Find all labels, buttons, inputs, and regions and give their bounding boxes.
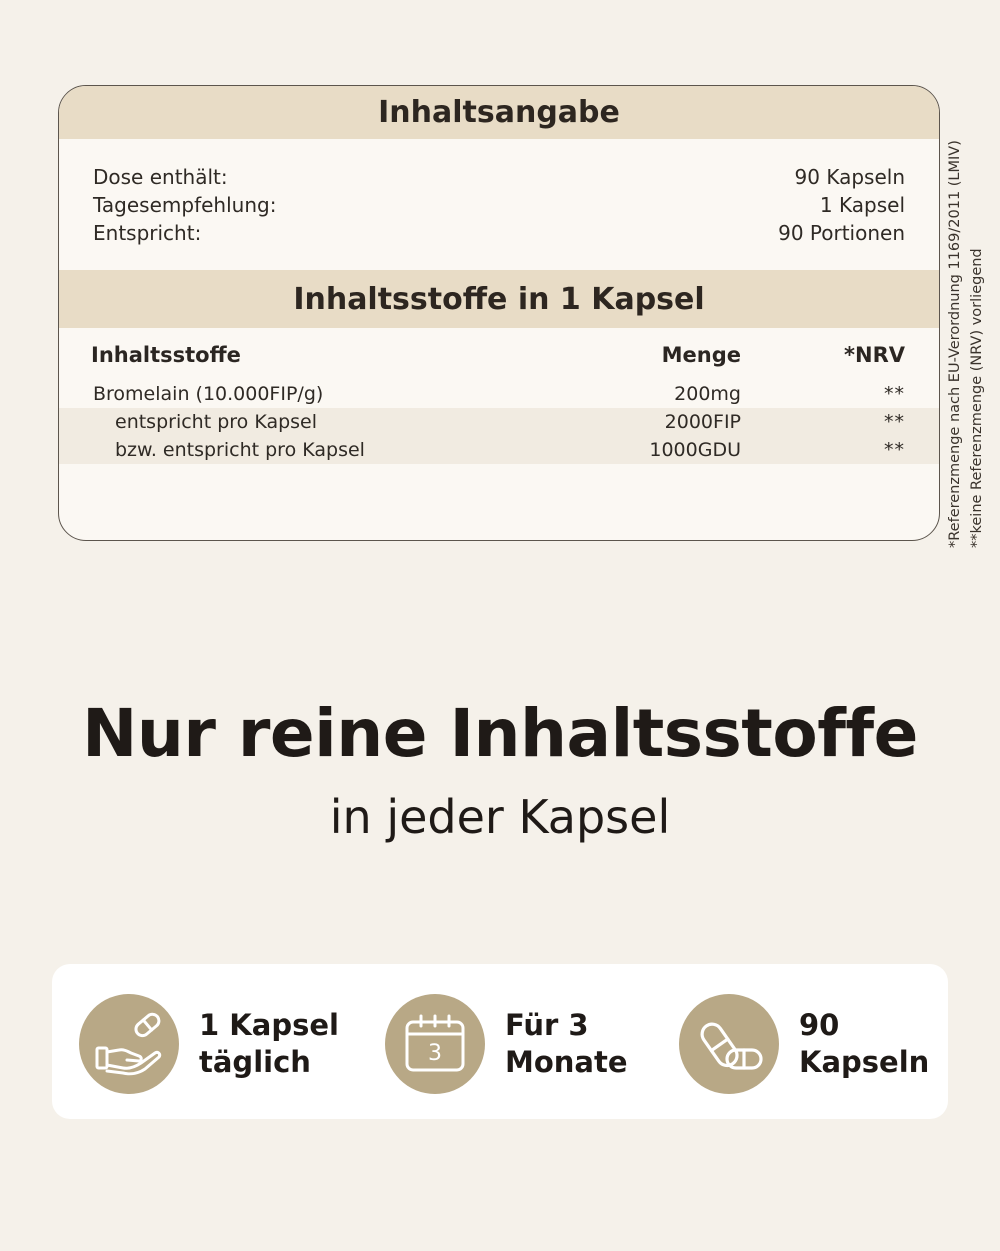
- feature-label-line2: täglich: [199, 1045, 311, 1079]
- calendar-icon: [397, 1006, 473, 1082]
- feature-label: [199, 1007, 349, 1081]
- ingredient-amount: 1000GDU: [649, 439, 741, 461]
- subline: in jeder Kapsel: [329, 790, 671, 844]
- info-value: 90 Kapseln: [794, 165, 905, 189]
- ingredient-name: Bromelain (10.000FIP/g): [93, 383, 324, 405]
- calendar-badge: 3: [428, 1041, 442, 1066]
- ingredient-name: entspricht pro Kapsel: [115, 411, 318, 433]
- section-title-band: [59, 270, 939, 328]
- feature-icon-circle: [679, 994, 779, 1094]
- ingredients-table: [59, 380, 939, 464]
- capsules-icon: [689, 1004, 769, 1084]
- footnote-line-nrv: *Referenzmenge nach EU-Verordnung 1169/2011 (LMIV): [947, 140, 963, 548]
- footnote-line-no-nrv: **keine Referenzmenge (NRV) vorliegend: [969, 248, 985, 548]
- ingredient-nrv: **: [884, 439, 905, 461]
- section-title: Inhaltsstoffe in 1 Kapsel: [293, 281, 705, 317]
- info-value: 1 Kapsel: [819, 193, 905, 217]
- info-row: [93, 191, 905, 219]
- footnote: [944, 98, 996, 548]
- hand-capsule-icon: [89, 1004, 169, 1084]
- column-header-nrv: *NRV: [844, 343, 905, 367]
- ingredient-amount: 200mg: [674, 383, 741, 405]
- ingredient-nrv: **: [884, 411, 905, 433]
- feature-duration: [385, 994, 655, 1094]
- table-row: [59, 436, 939, 464]
- panel-title: Inhaltsangabe: [378, 95, 620, 130]
- feature-card: [52, 964, 948, 1119]
- headline: Nur reine Inhaltsstoffe: [82, 695, 918, 772]
- ingredient-amount: 2000FIP: [664, 411, 741, 433]
- feature-label: [799, 1007, 949, 1081]
- feature-label-line2: Monate: [505, 1045, 628, 1079]
- info-row: [93, 219, 905, 247]
- feature-label: [505, 1007, 655, 1081]
- feature-label-line1: Für 3: [505, 1008, 589, 1042]
- table-row: [59, 380, 939, 408]
- info-row: [93, 163, 905, 191]
- info-label: Tagesempfehlung:: [93, 193, 277, 217]
- info-label: Dose enthält:: [93, 165, 228, 189]
- feature-icon-circle: [385, 994, 485, 1094]
- info-label: Entspricht:: [93, 221, 202, 245]
- table-header: [91, 343, 905, 375]
- feature-label-line2: Kapseln: [799, 1045, 930, 1079]
- feature-daily-dose: [79, 994, 349, 1094]
- column-header-amount: Menge: [661, 343, 741, 367]
- info-value: 90 Portionen: [778, 221, 905, 245]
- table-row: [59, 408, 939, 436]
- feature-label-line1: 90: [799, 1008, 840, 1042]
- footnote-text: [944, 98, 988, 548]
- panel-title-band: [59, 86, 939, 139]
- info-list: [93, 163, 905, 247]
- ingredient-name: bzw. entspricht pro Kapsel: [115, 439, 365, 461]
- nutrition-panel: [58, 85, 940, 541]
- column-header-name: Inhaltsstoffe: [91, 343, 241, 367]
- feature-label-line1: 1 Kapsel: [199, 1008, 339, 1042]
- feature-capsule-count: [679, 994, 949, 1094]
- ingredient-nrv: **: [884, 383, 905, 405]
- feature-icon-circle: [79, 994, 179, 1094]
